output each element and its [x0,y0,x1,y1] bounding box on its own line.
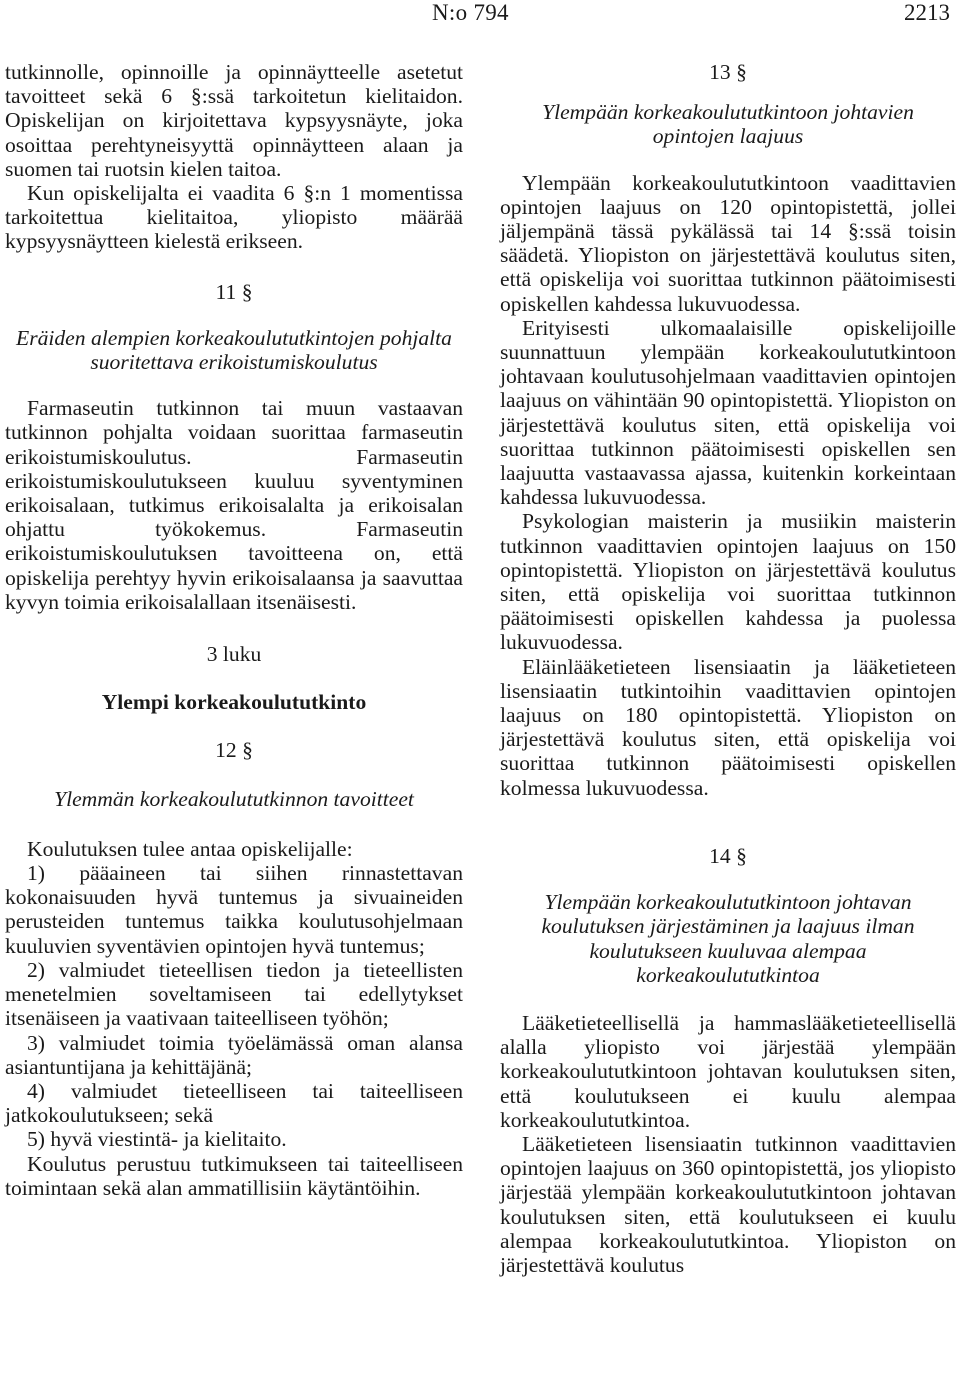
paragraph: Lääketieteen lisensiaatin tutkinnon vaadittavien opintojen laajuus on 360 opintopistettä, jos yliopisto järjestää ylempään korkeakoulututkintoon johtavan koulutuksen siten, että koulutukseen ei kuulu alempaa korkeakoulututkintoa. Yliopiston on järjestettävä koulutus [500,1131,956,1277]
paragraph: Ylempään korkeakoulututkintoon vaadittavien opintojen laajuus on 120 opintopistettä, jollei jäljempänä tässä pykälässä tai 14 §:ssä toisin säädetä. Yliopiston on järjestettävä koulutus siten, että opiskelija voi suorittaa tutkinnon päätoimisesti opiskellen kahdessa lukuvuodessa. [500,170,956,316]
section-title: Ylemmän korkeakoulututkinnon tavoitteet [54,786,414,811]
chapter-number: 3 luku [206,642,262,667]
issue-number: N:o 794 [432,0,509,25]
paragraph: Lääketieteellisellä ja hammaslääketieteellisellä alalla yliopisto voi järjestää ylempään korkeakoulututkintoon johtavan koulutuksen siten, että koulutukseen ei kuulu alempaa korkeakoulututkintoa. [500,1010,956,1132]
list-item: 1) pääaineen tai siihen rinnastettavan kokonaisuuden hyvä tuntemus ja sivuaineiden perusteiden tuntemus taikka koulutusohjelmaan kuuluvien syventävien opintojen hyvä tuntemus; [5,861,463,958]
list-item: 2) valmiudet tieteellisen tiedon ja tieteellisten menetelmien soveltamiseen tai edellytykset itsenäiseen ja vaativaan taiteelliseen työhön; [5,957,463,1031]
paragraph: Farmaseutin tutkinnon tai muun vastaavan tutkinnon pohjalta voidaan suorittaa farmaseutin erikoistumiskoulutus. Farmaseutin erikoistumiskoulutukseen kuuluu syventyminen erikoisalaan, tutkimus erikoisalalta ja erikoisalan ohjattu työkokemus. Farmaseutin erikoistumiskoulutuksen tavoitteena on, että opiskelija perehtyy hyvin erikoisalaansa ja saavuttaa kyvyn toimia erikoisalallaan itsenäisesti. [5,396,463,614]
page-header [0,0,960,36]
section-title: Eräiden alempien korkeakoulututkintojen pohjalta suoritettava erikoistumiskoulutus [16,325,452,375]
section-number: 13 § [709,60,747,84]
section-title: Ylempään korkeakoulututkintoon johtavien opintojen laajuus [542,100,914,149]
paragraph: tutkinnolle, opinnoille ja opinnäytteelle asetetut tavoitteet sekä 6 §:ssä tarkoitetun kielitaidon. Opiskelijan on kirjoitettava kypsyysnäyte, joka osoittaa perehtyneisyyttä opinnäytteen alaan ja suomen tai ruotsin kielen taitoa. [5,60,463,181]
paragraph: Koulutus perustuu tutkimukseen tai taiteelliseen toimintaan sekä alan ammatillisiin käytäntöihin. [5,1151,463,1200]
section-title: Ylempään korkeakoulututkintoon johtavan koulutuksen järjestäminen ja laajuus ilman koulutukseen kuuluvaa alempaa korkeakoulututkintoa [541,890,915,987]
paragraph: Koulutuksen tulee antaa opiskelijalle: [27,836,353,861]
page-number: 2213 [904,0,950,25]
chapter-title: Ylempi korkeakoulututkinto [101,690,367,715]
right-column [500,60,956,1277]
section-number: 12 § [215,738,253,763]
paragraph: Erityisesti ulkomaalaisille opiskelijoille suunnattuun ylempään korkeakoulututkintoon johtavaan koulutusohjelmaan vaadittavien opintojen laajuus on vähintään 90 opintopistettä. Yliopiston on järjestettävä koulutus siten, että opiskelija voi suorittaa tutkinnon päätoimisesti opiskellen sen laajuutta vastaavassa ajassa, kuitenkin korkeintaan kahdessa lukuvuodessa. [500,315,956,510]
paragraph: Eläinlääketieteen lisensiaatin ja lääketieteen lisensiaatin tutkintoihin vaadittavien opintojen laajuus on 180 opintopistettä. Yliopiston on järjestettävä koulutus siten, että opiskelija voi suorittaa tutkinnon päätoimisesti opiskellen kolmessa lukuvuodessa. [500,654,956,800]
paragraph: Kun opiskelijalta ei vaadita 6 §:n 1 momentissa tarkoitettua kielitaitoa, yliopisto määrää kypsyysnäytteen kielestä erikseen. [5,181,463,254]
paragraph: Psykologian maisterin ja musiikin maisterin tutkinnon vaadittavien opintojen laajuus on 150 opintopistettä. Yliopiston on järjestettävä koulutus siten, että opiskelija voi suorittaa tutkinnon päätoimisesti opiskellen kahdessa ja puolessa lukuvuodessa. [500,509,956,655]
list-item: 3) valmiudet toimia työelämässä oman alansa asiantuntijana ja kehittäjänä; [5,1030,463,1079]
list-item: 4) valmiudet tieteelliseen tai taiteelliseen jatkokoulutukseen; sekä [5,1078,463,1128]
left-column [5,60,463,1200]
list-item: 5) hyvä viestintä- ja kielitaito. [27,1127,287,1152]
section-number: 11 § [215,279,253,304]
section-number: 14 § [709,843,747,868]
